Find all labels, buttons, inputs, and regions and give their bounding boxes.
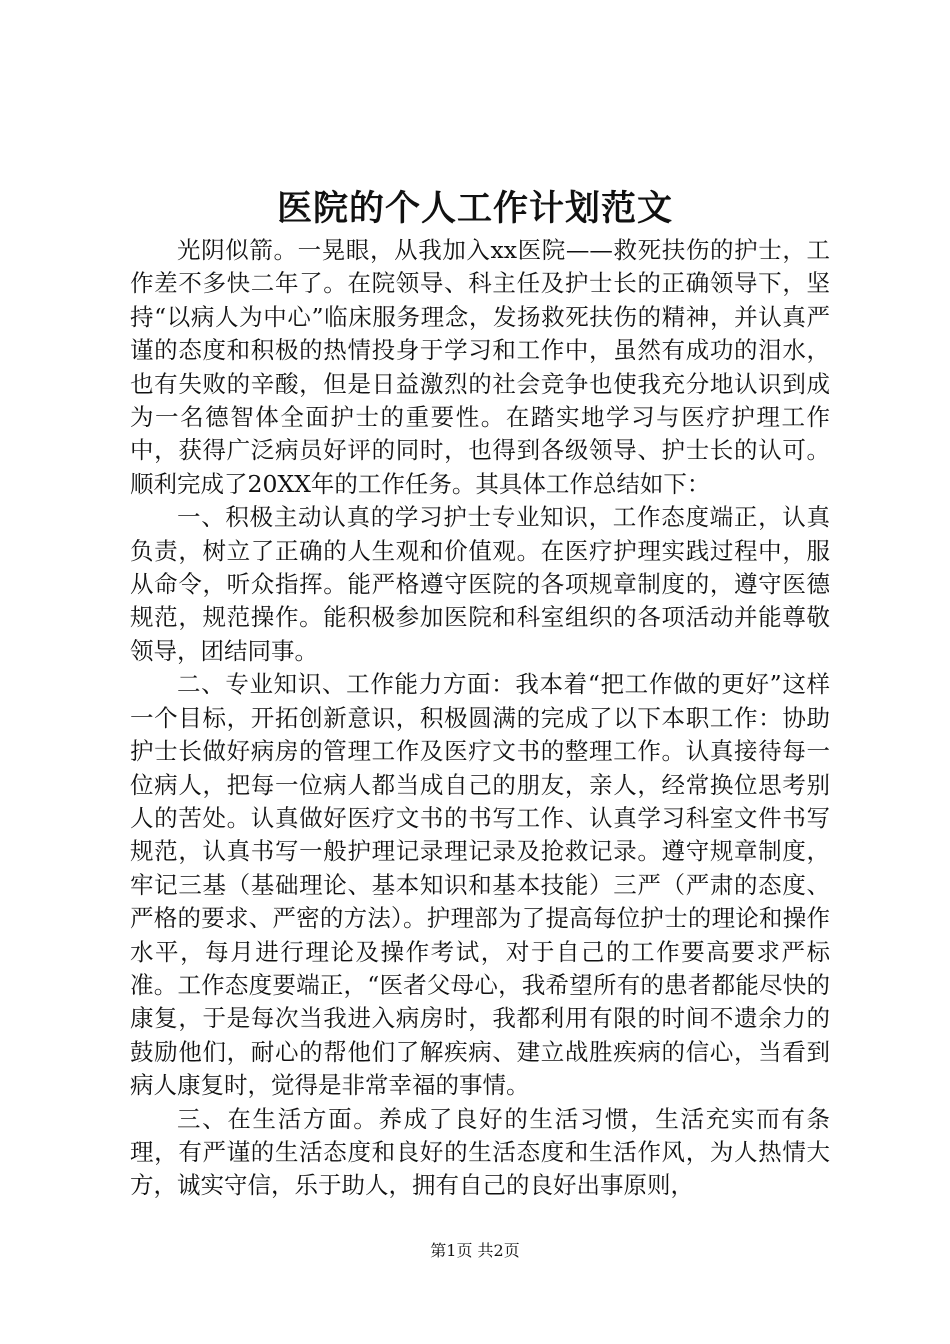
document-title: 医院的个人工作计划范文 [276,189,673,229]
paragraph-section-2: 二、专业知识、工作能力方面：我本着“把工作做的更好”这样一个目标，开拓创新意识，积极圆满的完成了以下本职工作：协助护士长做好病房的管理工作及医疗文书的整理工作。认真接待每一位病人，把每一位病人都当成自己的朋友，亲人，经常换位思考别人的苦处。认真做好医疗文书的书写工作、认真学习科室文件书写规范，认真书写一般护理记录理记录及抢救记录。遵守规章制度，牢记三基（基础理论、基本知识和基本技能）三严（严肃的态度、严格的要求、严密的方法）。护理部为了提高每位护士的理论和操作水平，每月进行理论及操作考试，对于自己的工作要高要求严标准。工作态度要端正，“医者父母心，我希望所有的患者都能尽快的康复，于是每次当我进入病房时，我都利用有限的时间不遗余力的鼓励他们，耐心的帮他们了解疾病、建立战胜疾病的信心，当看到病人康复时，觉得是非常幸福的事情。 [130,670,830,1100]
document-body [130,234,830,1203]
page-number-footer: 第1页 共2页 [430,1241,520,1260]
paragraph-section-3: 三、在生活方面。养成了良好的生活习惯，生活充实而有条理，有严谨的生活态度和良好的生活态度和生活作风，为人热情大方，诚实守信，乐于助人，拥有自己的良好出事原则， [130,1104,830,1200]
paragraph-section-1: 一、积极主动认真的学习护士专业知识，工作态度端正，认真负责，树立了正确的人生观和价值观。在医疗护理实践过程中，服从命令，听众指挥。能严格遵守医院的各项规章制度的，遵守医德规范，规范操作。能积极参加医院和科室组织的各项活动并能尊敬领导，团结同事。 [130,503,830,665]
paragraph-intro: 光阴似箭。一晃眼，从我加入xx医院——救死扶伤的护士，工作差不多快二年了。在院领导、科主任及护士长的正确领导下，坚持“以病人为中心”临床服务理念，发扬救死扶伤的精神，并认真严谨的态度和积极的热情投身于学习和工作中，虽然有成功的泪水，也有失败的辛酸，但是日益激烈的社会竞争也使我充分地认识到成为一名德智体全面护士的重要性。在踏实地学习与医疗护理工作中，获得广泛病员好评的同时，也得到各级领导、护士长的认可。顺利完成了20XX年的工作任务。其具体工作总结如下： [130,236,830,498]
